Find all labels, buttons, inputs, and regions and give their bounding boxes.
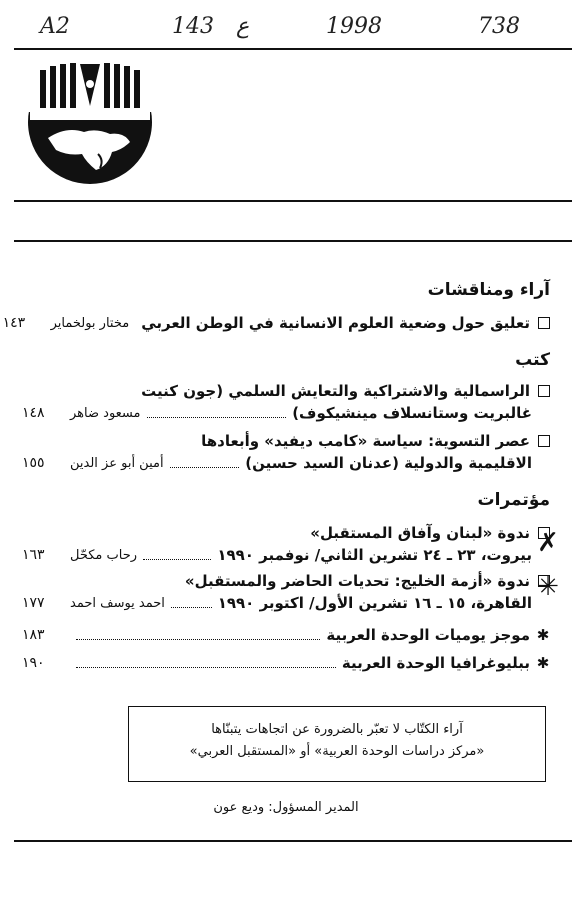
entry-author: أمين أبو عز الدين bbox=[70, 455, 164, 471]
leader-dots bbox=[170, 459, 240, 468]
handwritten-x-icon: ✗ bbox=[537, 528, 559, 558]
entry-page: ١٧٧ bbox=[22, 595, 45, 611]
disclaimer-line: «مركز دراسات الوحدة العربية» أو «المستقبل العربي» bbox=[189, 744, 485, 759]
leader-dots bbox=[76, 631, 320, 640]
leader-dots bbox=[143, 551, 211, 560]
entry-page: ١٥٥ bbox=[22, 455, 45, 471]
entry-title-continued: بيروت، ٢٣ ـ ٢٤ تشرين الثاني/ نوفمبر ١٩٩٠ bbox=[217, 546, 532, 564]
entry-title: ندوة «أزمة الخليج: تحديات الحاضر والمستقبل» bbox=[184, 572, 530, 590]
asterisk-bullet-icon: ✱ bbox=[536, 626, 550, 644]
toc-entry bbox=[22, 380, 550, 424]
toc-entry bbox=[22, 570, 550, 614]
asterisk-bullet-icon: ✱ bbox=[536, 654, 550, 672]
entry-author: احمد يوسف احمد bbox=[70, 595, 165, 611]
header-rule-upper bbox=[14, 200, 572, 202]
entry-page: ١٤٣ bbox=[2, 315, 26, 331]
handwritten-year: 1998 bbox=[326, 14, 382, 39]
handwritten-code: A2 bbox=[40, 14, 70, 39]
leader-dots bbox=[171, 599, 212, 608]
checkbox-bullet-icon bbox=[538, 385, 550, 397]
bottom-rule bbox=[14, 840, 572, 842]
entry-author: رحاب مكحّل bbox=[70, 547, 138, 563]
entry-title: عصر التسوية: سياسة «كامب ديفيد» وأبعادها bbox=[201, 432, 530, 450]
toc-entry bbox=[2, 312, 550, 334]
disclaimer-line: آراء الكتّاب لا تعبّر بالضرورة عن اتجاهات يتبنّاها bbox=[211, 722, 463, 737]
entry-page: ١٤٨ bbox=[22, 405, 45, 421]
section-heading-books: كتب bbox=[515, 350, 550, 370]
disclaimer-box bbox=[128, 706, 546, 782]
entry-title: موجز يوميات الوحدة العربية bbox=[326, 626, 530, 644]
checkbox-bullet-icon bbox=[538, 435, 550, 447]
handwritten-page: 738 bbox=[478, 14, 520, 39]
entry-title-continued: القاهرة، ١٥ ـ ١٦ تشرين الأول/ اكتوبر ١٩٩٠ bbox=[217, 594, 532, 612]
section-heading-opinions: آراء ومناقشات bbox=[427, 280, 550, 300]
toc-entry bbox=[22, 522, 550, 566]
header-rule-lower bbox=[14, 240, 572, 242]
center-logo-icon bbox=[26, 58, 154, 186]
handwritten-letter: ع bbox=[236, 14, 250, 39]
entry-title-continued: غالبريت وستانسلاف مينشيكوف) bbox=[292, 404, 532, 422]
checkbox-bullet-icon bbox=[538, 317, 550, 329]
entry-page: ١٩٠ bbox=[22, 655, 45, 671]
checkbox-bullet-icon bbox=[538, 527, 550, 539]
entry-author: مختار بولخماير bbox=[50, 315, 130, 331]
entry-title: الراسمالية والاشتراكية والتعايش السلمي (جون كنيت bbox=[141, 382, 530, 400]
leader-dots bbox=[147, 409, 287, 418]
entry-author: مسعود ضاهر bbox=[70, 405, 141, 421]
checkbox-bullet-icon bbox=[538, 575, 550, 587]
section-heading-conferences: مؤتمرات bbox=[477, 490, 550, 510]
top-rule bbox=[14, 48, 572, 50]
entry-title: ببليوغرافيا الوحدة العربية bbox=[341, 654, 530, 672]
entry-page: ١٨٣ bbox=[22, 627, 45, 643]
entry-title-continued: الاقليمية والدولية (عدنان السيد حسين) bbox=[245, 454, 532, 472]
entry-title: تعليق حول وضعية العلوم الانسانية في الوطن العربي bbox=[141, 314, 530, 332]
leader-dots bbox=[76, 659, 336, 668]
toc-entry bbox=[22, 430, 550, 474]
editor-in-chief: المدير المسؤول: وديع عون bbox=[213, 800, 359, 815]
handwritten-number: 143 bbox=[172, 14, 214, 39]
entry-title: ندوة «لبنان وآفاق المستقبل» bbox=[310, 524, 530, 542]
entry-page: ١٦٣ bbox=[22, 547, 45, 563]
toc-entry bbox=[22, 624, 550, 646]
handwritten-asterisk-icon: ✳ bbox=[537, 572, 559, 602]
toc-entry bbox=[22, 652, 550, 674]
